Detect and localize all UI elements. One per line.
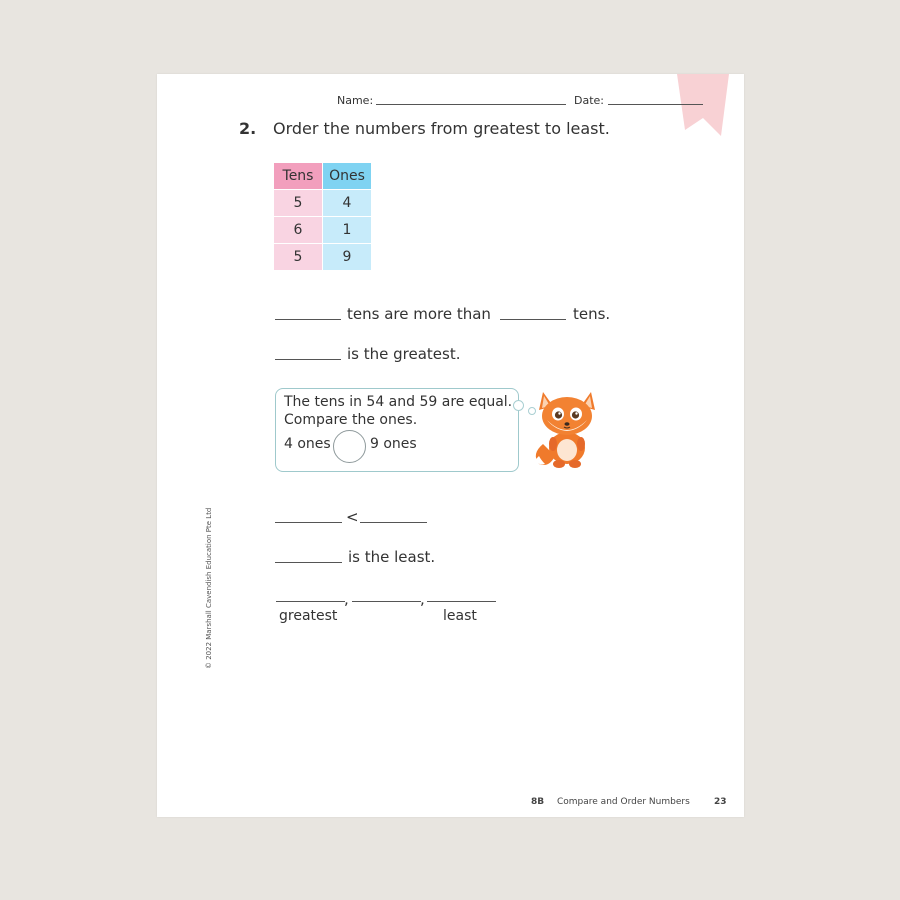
- hint-line-1: The tens in 54 and 59 are equal.: [284, 394, 513, 410]
- date-label: Date:: [574, 94, 604, 107]
- least-text: is the least.: [348, 548, 436, 566]
- footer-chapter: Compare and Order Numbers: [557, 797, 690, 807]
- tens-cell: 5: [274, 190, 323, 217]
- hint-right-value: 9 ones: [370, 436, 417, 452]
- answer-blank-tens-b[interactable]: [500, 319, 566, 320]
- page-number: 23: [714, 797, 727, 807]
- order-blank-3[interactable]: [427, 601, 496, 602]
- more-than-text: tens are more than: [347, 305, 491, 323]
- date-field[interactable]: [608, 104, 703, 105]
- tens-end-text: tens.: [573, 305, 611, 323]
- greatest-label: greatest: [279, 608, 338, 624]
- greatest-text: is the greatest.: [347, 345, 461, 363]
- question-text: Order the numbers from greatest to least.: [273, 119, 610, 138]
- ones-cell: 9: [323, 244, 372, 271]
- table-row: [274, 217, 372, 244]
- tens-header: Tens: [274, 163, 323, 190]
- hint-line-2: Compare the ones.: [284, 412, 418, 428]
- bookmark-ribbon-icon: [677, 74, 729, 136]
- answer-blank-greatest[interactable]: [275, 359, 341, 360]
- hint-left-value: 4 ones: [284, 436, 331, 452]
- least-label: least: [443, 608, 477, 624]
- name-label: Name:: [337, 94, 374, 107]
- order-blank-2[interactable]: [352, 601, 421, 602]
- fox-mascot-icon: [529, 384, 609, 470]
- worksheet-page: [157, 74, 744, 817]
- less-than-symbol: <: [346, 508, 359, 526]
- table-row: [274, 190, 372, 217]
- answer-blank-smaller[interactable]: [275, 522, 342, 523]
- copyright-text: © 2022 Marshall Cavendish Education Pte Ltd: [205, 507, 213, 669]
- answer-blank-tens-a[interactable]: [275, 319, 341, 320]
- hint-bubble: [275, 388, 519, 472]
- table-header-row: [274, 163, 372, 190]
- question-number: 2.: [239, 119, 257, 138]
- comma-2: ,: [420, 590, 425, 608]
- tens-cell: 6: [274, 217, 323, 244]
- ones-cell: 1: [323, 217, 372, 244]
- tens-cell: 5: [274, 244, 323, 271]
- thought-dot-large: [513, 400, 524, 411]
- table-row: [274, 244, 372, 271]
- compare-symbol-circle[interactable]: [333, 430, 366, 463]
- name-field[interactable]: [376, 104, 566, 105]
- order-blank-1[interactable]: [276, 601, 345, 602]
- ones-header: Ones: [323, 163, 372, 190]
- place-value-table: [273, 162, 372, 271]
- answer-blank-larger[interactable]: [360, 522, 427, 523]
- comma-1: ,: [344, 590, 349, 608]
- footer-unit: 8B: [531, 797, 545, 807]
- answer-blank-least[interactable]: [275, 562, 342, 563]
- ones-cell: 4: [323, 190, 372, 217]
